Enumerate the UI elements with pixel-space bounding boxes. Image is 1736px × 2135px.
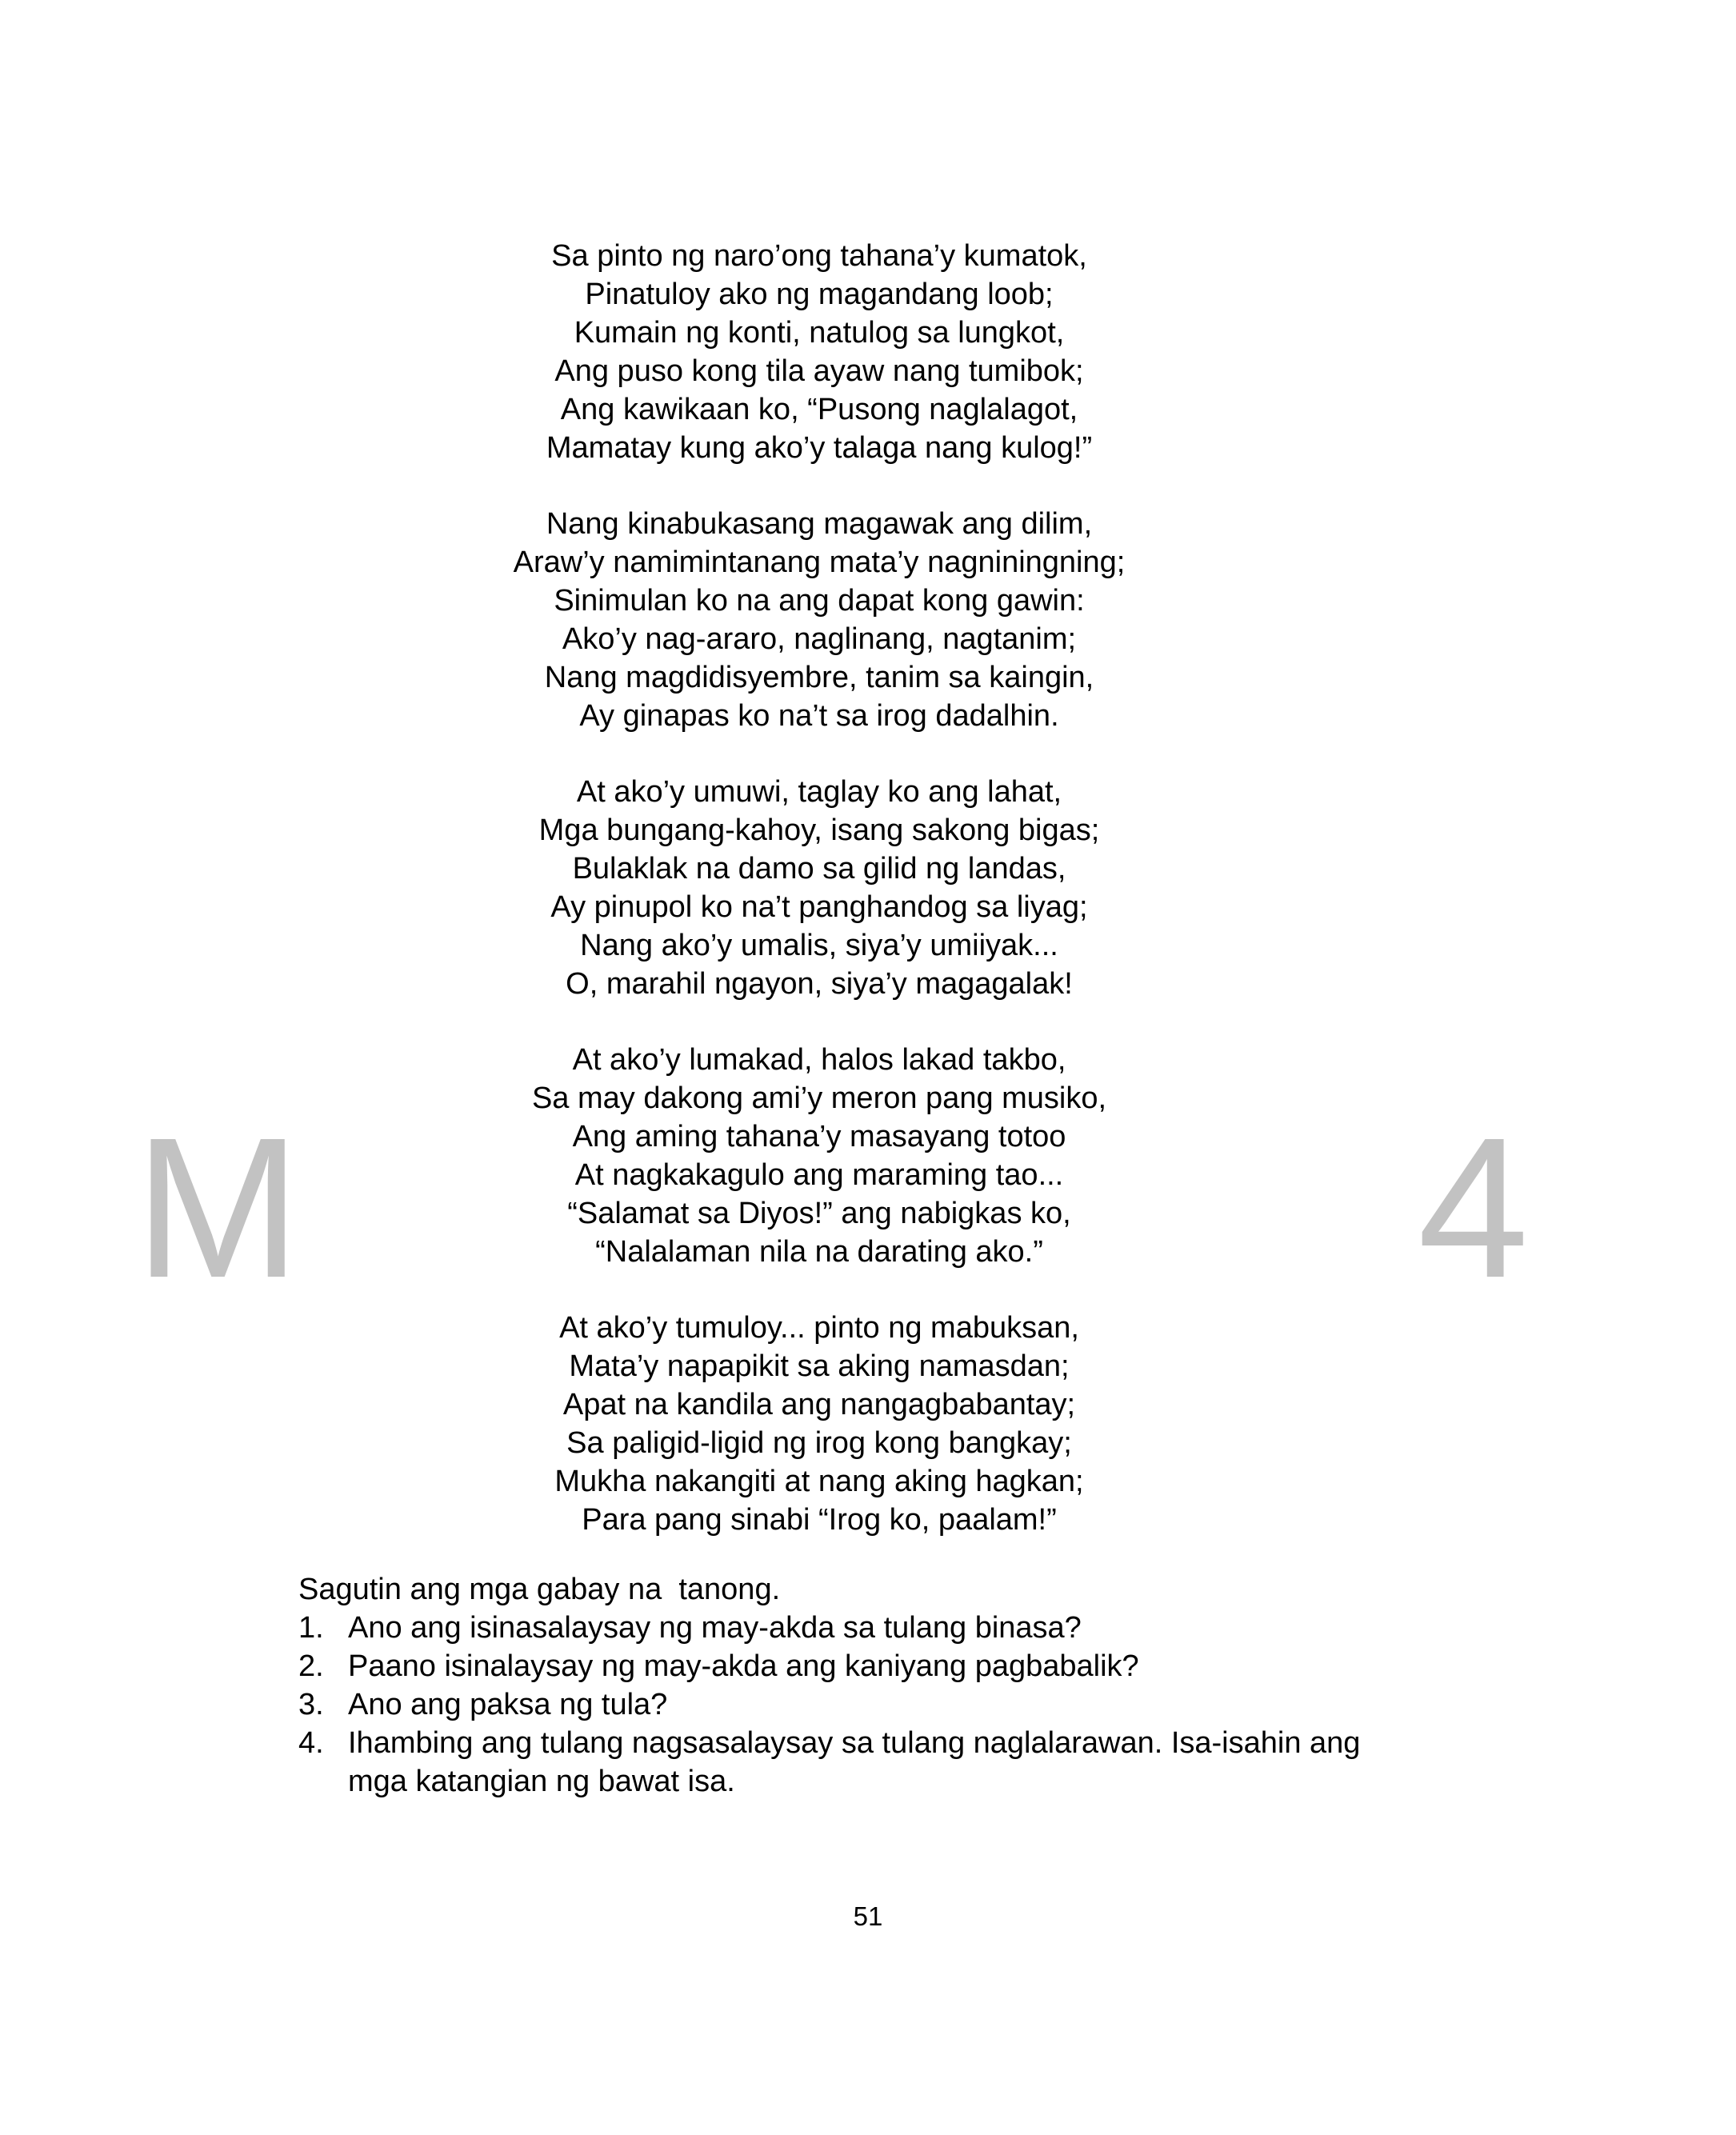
poem-line: Mukha nakangiti at nang aking hagkan; bbox=[554, 1465, 1084, 1498]
poem-stanza-1 bbox=[0, 237, 1638, 467]
poem-line: Ang puso kong tila ayaw nang tumibok; bbox=[554, 354, 1084, 388]
questions-intro: Sagutin ang mga gabay na tanong. bbox=[298, 1573, 781, 1606]
poem-line: Ay pinupol ko na’t panghandog sa liyag; bbox=[550, 890, 1088, 924]
question-number: 4. bbox=[298, 1726, 324, 1760]
poem-line: Bulaklak na damo sa gilid ng landas, bbox=[572, 852, 1066, 886]
poem-line: “Nalalaman nila na darating ako.” bbox=[595, 1235, 1043, 1269]
poem-line: Ang aming tahana’y masayang totoo bbox=[572, 1120, 1066, 1153]
poem-line: At ako’y umuwi, taglay ko ang lahat, bbox=[576, 775, 1062, 809]
poem-line: Para pang sinabi “Irog ko, paalam!” bbox=[582, 1503, 1057, 1537]
poem-line: Sa pinto ng naro’ong tahana’y kumatok, bbox=[551, 239, 1087, 273]
poem-line: Ako’y nag-araro, naglinang, nagtanim; bbox=[562, 622, 1077, 656]
poem-line: At nagkakagulo ang maraming tao... bbox=[574, 1158, 1064, 1192]
guide-questions bbox=[298, 1570, 1418, 1801]
question-item bbox=[298, 1647, 1418, 1685]
poem-line: Kumain ng konti, natulog sa lungkot, bbox=[574, 316, 1065, 350]
question-text: Ihambing ang tulang nagsasalaysay sa tulang naglalarawan. Isa-isahin ang mga katangian ng bawat isa. bbox=[348, 1726, 1361, 1798]
question-number: 3. bbox=[298, 1688, 324, 1721]
watermark-left-letter: M bbox=[134, 1096, 302, 1319]
question-number: 2. bbox=[298, 1649, 324, 1683]
question-number: 1. bbox=[298, 1611, 324, 1645]
poem-line: Araw’y namimintanang mata’y nagniningning; bbox=[513, 546, 1126, 579]
question-text: Ano ang isinasalaysay ng may-akda sa tulang binasa? bbox=[348, 1611, 1082, 1645]
question-item bbox=[298, 1685, 1418, 1724]
page-number: 51 bbox=[853, 1901, 883, 1931]
poem-line: Sinimulan ko na ang dapat kong gawin: bbox=[554, 584, 1085, 618]
poem-line: Pinatuloy ako ng magandang loob; bbox=[585, 278, 1054, 311]
poem-stanza-5 bbox=[0, 1309, 1638, 1539]
poem-line: Nang magdidisyembre, tanim sa kaingin, bbox=[544, 661, 1094, 694]
question-text: Ano ang paksa ng tula? bbox=[348, 1688, 668, 1721]
poem-line: At ako’y tumuloy... pinto ng mabuksan, bbox=[559, 1311, 1079, 1345]
poem-line: Sa paligid-ligid ng irog kong bangkay; bbox=[566, 1426, 1072, 1460]
poem-line: Ang kawikaan ko, “Pusong naglalagot, bbox=[560, 393, 1078, 426]
poem-line: “Salamat sa Diyos!” ang nabigkas ko, bbox=[567, 1197, 1071, 1230]
poem-line: Nang ako’y umalis, siya’y umiiyak... bbox=[580, 929, 1058, 962]
question-text: Paano isinalaysay ng may-akda ang kaniyang pagbabalik? bbox=[348, 1649, 1139, 1683]
poem-line: Ay ginapas ko na’t sa irog dadalhin. bbox=[579, 699, 1059, 733]
poem-line: Nang kinabukasang magawak ang dilim, bbox=[546, 507, 1093, 541]
question-list bbox=[298, 1609, 1418, 1801]
poem-line: Mamatay kung ako’y talaga nang kulog!” bbox=[546, 431, 1093, 465]
poem-line: Sa may dakong ami’y meron pang musiko, bbox=[531, 1081, 1107, 1115]
question-item bbox=[298, 1724, 1418, 1801]
poem-line: At ako’y lumakad, halos lakad takbo, bbox=[572, 1043, 1066, 1077]
question-item bbox=[298, 1609, 1418, 1647]
poem-line: Mga bungang-kahoy, isang sakong bigas; bbox=[538, 814, 1100, 847]
poem-line: Mata’y napapikit sa aking namasdan; bbox=[569, 1349, 1070, 1383]
poem-line: O, marahil ngayon, siya’y magagalak! bbox=[566, 967, 1073, 1001]
watermark-right-digit: 4 bbox=[1418, 1096, 1530, 1319]
poem-stanza-4 bbox=[0, 1041, 1638, 1271]
poem-stanza-3 bbox=[0, 773, 1638, 1003]
poem bbox=[0, 237, 1638, 1539]
poem-line: Apat na kandila ang nangagbabantay; bbox=[562, 1388, 1076, 1421]
poem-stanza-2 bbox=[0, 505, 1638, 735]
